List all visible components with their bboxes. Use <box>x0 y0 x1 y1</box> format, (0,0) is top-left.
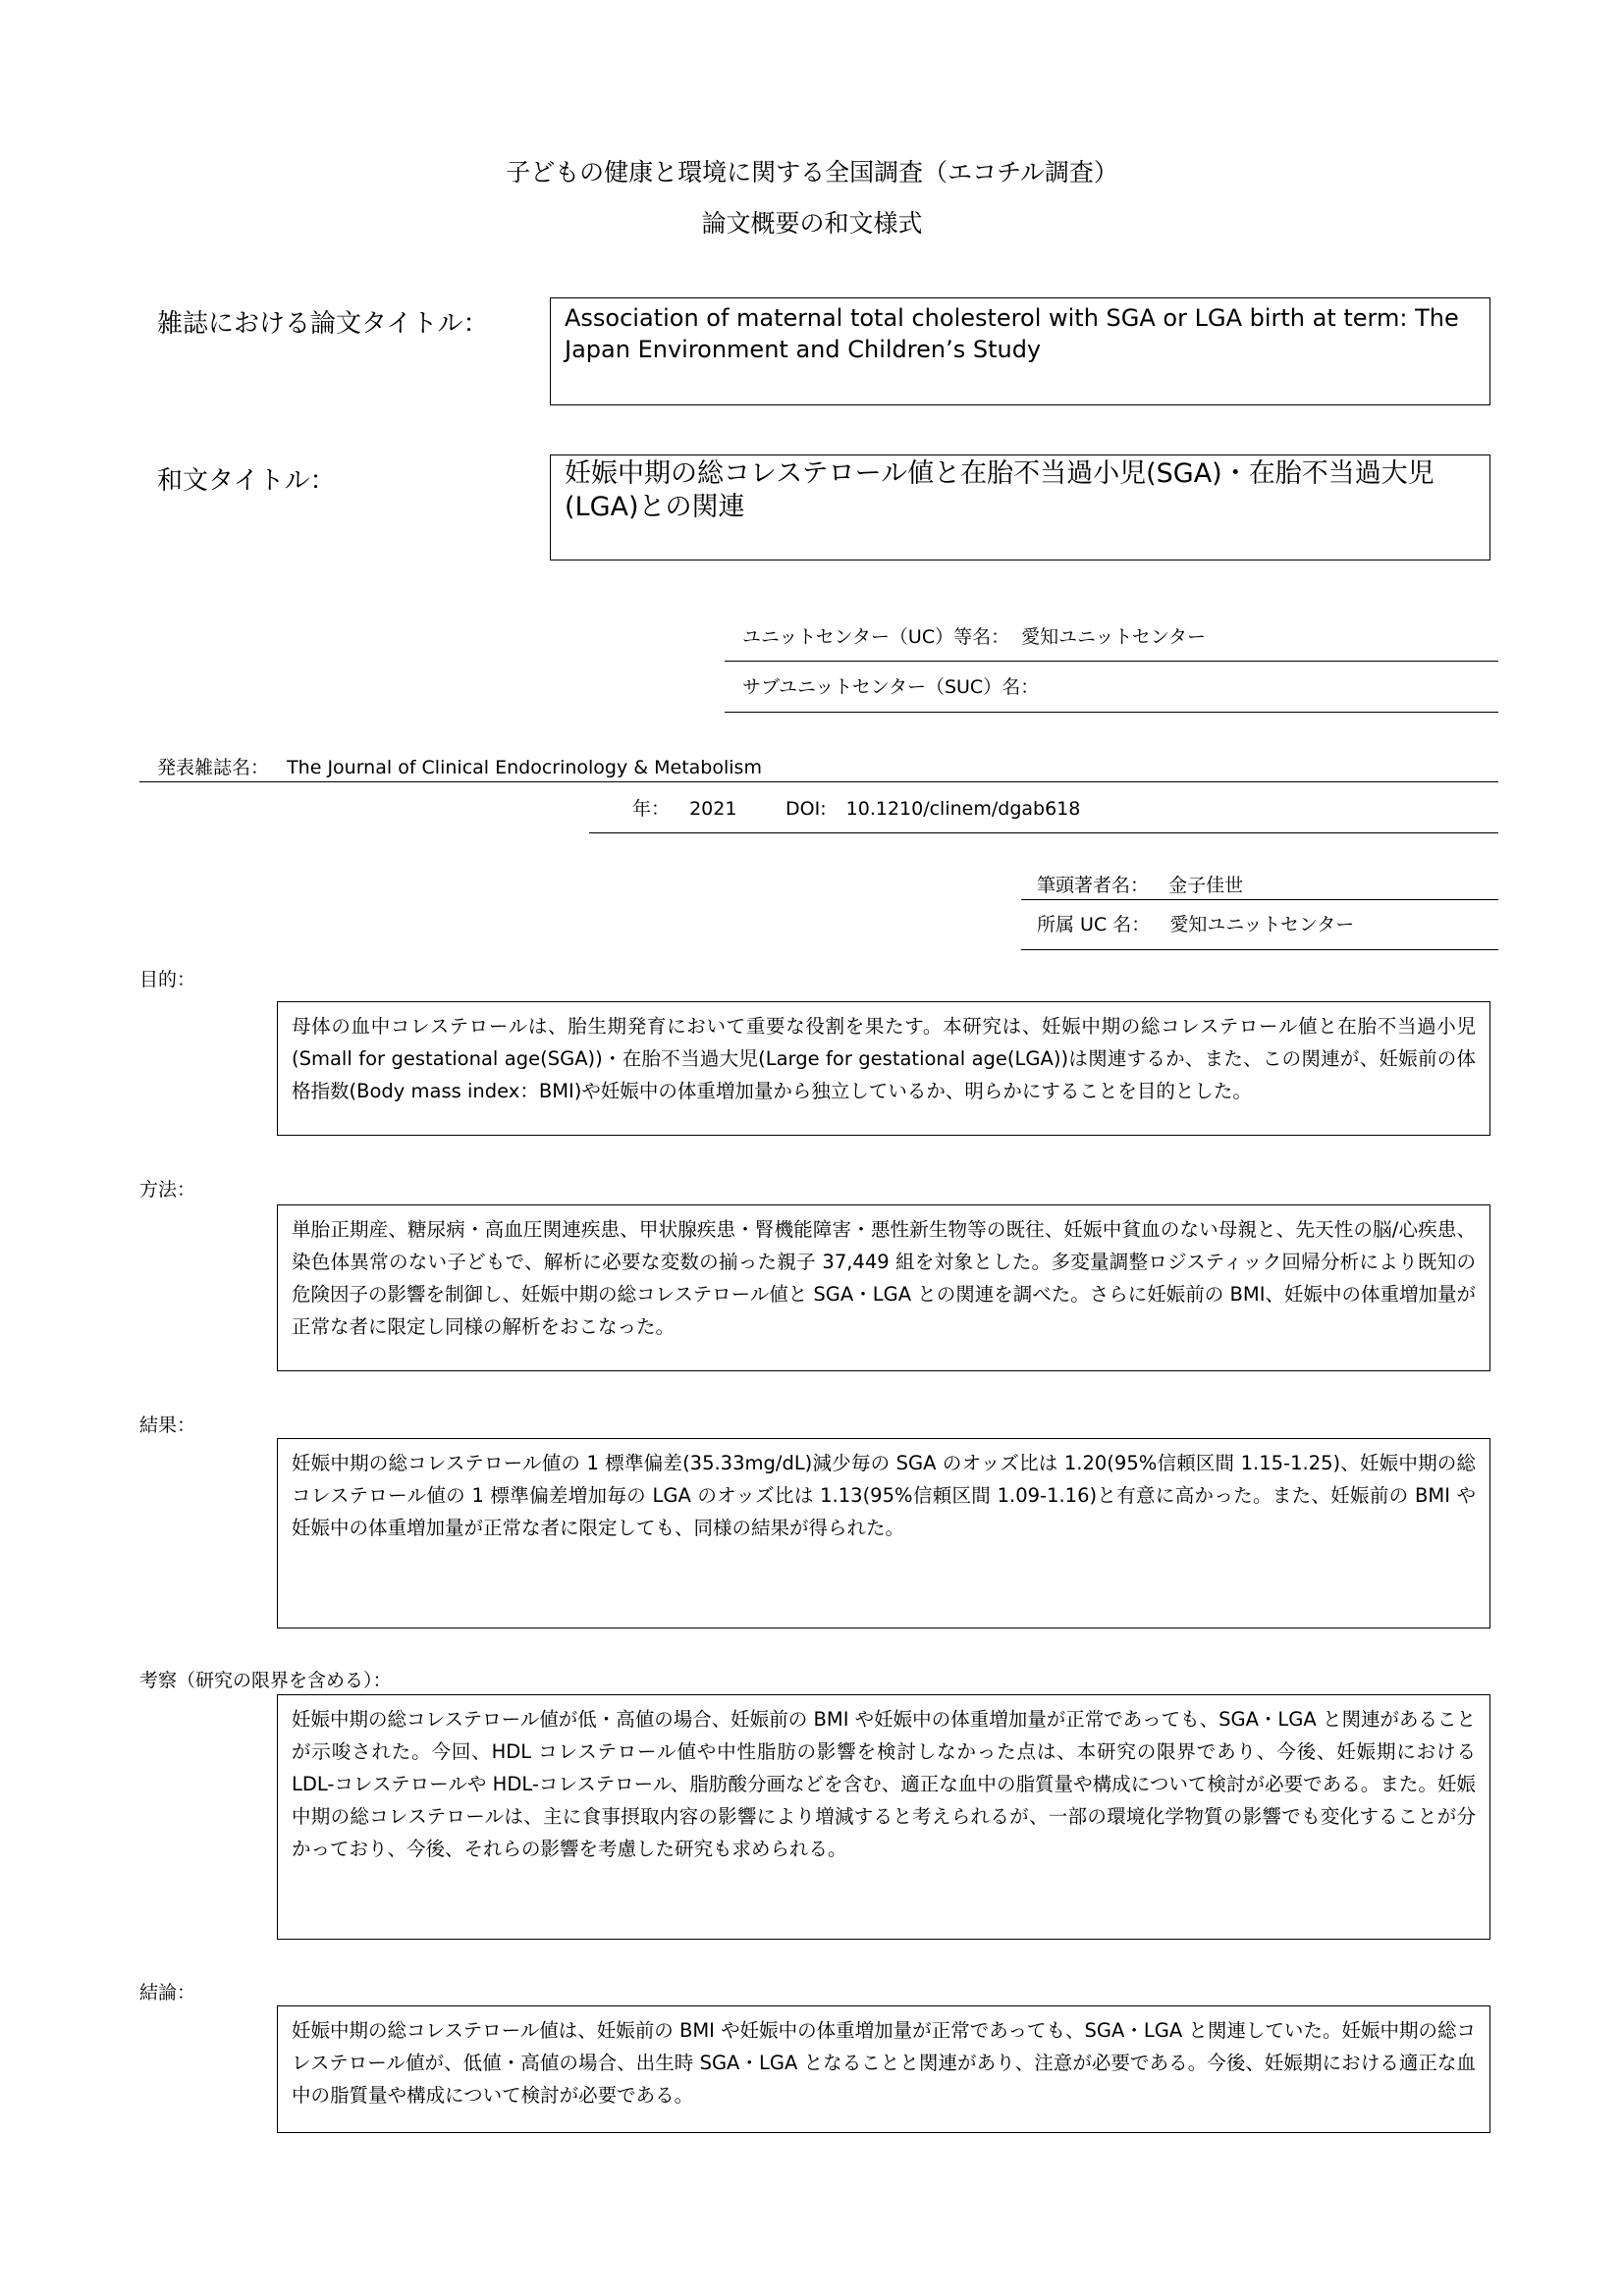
conclusion-label: 結論： <box>139 1982 196 2003</box>
first-author-value: 金子佳世 <box>1168 875 1244 896</box>
publication-journal-row <box>157 756 762 779</box>
discussion-label: 考察（研究の限界を含める）： <box>139 1670 392 1691</box>
journal-title-label: 雑誌における論文タイトル： <box>157 309 489 339</box>
first-author-label: 筆頭著者名： <box>1037 875 1150 896</box>
japanese-title-box <box>550 454 1490 561</box>
results-box <box>277 1438 1490 1629</box>
first-author-row <box>1037 874 1243 897</box>
unit-center-label: ユニットセンター（UC）等名： <box>742 626 1010 648</box>
sub-unit-center-label: サブユニットセンター（SUC）名： <box>742 676 1040 698</box>
divider <box>1021 949 1498 950</box>
purpose-label: 目的： <box>139 969 196 990</box>
publication-doi-label: DOI: <box>785 798 827 820</box>
publication-journal-value: The Journal of Clinical Endocrinology & Metabolism <box>287 757 762 778</box>
publication-doi-value: 10.1210/clinem/dgab618 <box>845 798 1081 820</box>
discussion-box <box>277 1694 1490 1940</box>
publication-year-row <box>632 797 736 821</box>
publication-journal-label: 発表雑誌名： <box>157 757 270 778</box>
divider <box>725 661 1498 662</box>
journal-title-box <box>550 297 1490 405</box>
results-label: 結果： <box>139 1415 196 1436</box>
japanese-title-value: 妊娠中期の総コレステロール値と在胎不当過小児(SGA)・在胎不当過大児(LGA)との関連 <box>565 458 1435 522</box>
publication-year-value: 2021 <box>689 798 737 820</box>
discussion-text: 妊娠中期の総コレステロール値が低・高値の場合、妊娠前の BMI や妊娠中の体重増加量が正常であっても、SGA・LGA と関連があることが示唆された。今回、HDL コレステロール値や中性脂肪の影響を検討しなかった点は、本研究の限界であり、今後、妊娠期における LDL-コレステロールや HDL-コレステロール、脂肪酸分画などを含む、適正な血中の脂質量や構成について検討が必要である。また。妊娠中期の総コレステロールは、主に食事摂取内容の影響により増減すると考えられるが、一部の環境化学物質の影響でも変化することが分かっており、今後、それらの影響を考慮した研究も求められる。 <box>292 1708 1476 1860</box>
divider <box>1021 899 1498 900</box>
journal-title-value: Association of maternal total cholesterol with SGA or LGA birth at term: The Japan Environment and Children’s Study <box>565 304 1459 363</box>
divider <box>589 832 1498 833</box>
affiliation-value: 愛知ユニットセンター <box>1169 914 1355 935</box>
methods-text: 単胎正期産、糖尿病・高血圧関連疾患、甲状腺疾患・腎機能障害・悪性新生物等の既往、妊娠中貧血のない母親と、先天性の脳/心疾患、染色体異常のない子どもで、解析に必要な変数の揃った親子 37,449 組を対象とした。多変量調整ロジスティック回帰分析により既知の危険因子の影響を制御し、妊娠中期の総コレステロール値と SGA・LGA との関連を調べた。さらに妊娠前の BMI、妊娠中の体重増加量が正常な者に限定し同様の解析をおこなった。 <box>292 1218 1476 1338</box>
purpose-box <box>277 1001 1490 1136</box>
page-subtitle: 論文概要の和文様式 <box>701 209 923 238</box>
methods-label: 方法： <box>139 1179 196 1201</box>
divider <box>725 712 1498 713</box>
purpose-text: 母体の血中コレステロールは、胎生期発育において重要な役割を果たす。本研究は、妊娠中期の総コレステロール値と在胎不当過小児(Small for gestational age(SGA))・在胎不当過大児(Large for gestational age(LGA))は関連するか、また、この関連が、妊娠前の体格指数(Body mass index：BMI)や妊娠中の体重増加量から独立しているか、明らかにすることを目的とした。 <box>292 1015 1476 1102</box>
unit-center-value: 愛知ユニットセンター <box>1021 626 1207 648</box>
publication-year-label: 年： <box>632 798 671 820</box>
unit-center-row <box>742 625 1206 649</box>
results-text: 妊娠中期の総コレステロール値の 1 標準偏差(35.33mg/dL)減少毎の SGA のオッズ比は 1.20(95%信頼区間 1.15-1.25)、妊娠中期の総コレステロール値の 1 標準偏差増加毎の LGA のオッズ比は 1.13(95%信頼区間 1.09-1.16)と有意に高かった。また、妊娠前の BMI や妊娠中の体重増加量が正常な者に限定しても、同様の結果が得られた。 <box>292 1452 1476 1539</box>
divider <box>139 781 1498 782</box>
affiliation-row <box>1037 913 1354 936</box>
japanese-title-label: 和文タイトル： <box>157 466 336 496</box>
conclusion-box <box>277 2005 1490 2133</box>
conclusion-text: 妊娠中期の総コレステロール値は、妊娠前の BMI や妊娠中の体重増加量が正常であっても、SGA・LGA と関連していた。妊娠中期の総コレステロール値が、低値・高値の場合、出生時 SGA・LGA となることと関連があり、注意が必要である。今後、妊娠期における適正な血中の脂質量や構成について検討が必要である。 <box>292 2019 1476 2107</box>
page-title: 子どもの健康と環境に関する全国調査（エコチル調査） <box>506 158 1118 187</box>
sub-unit-center-row <box>742 675 1045 699</box>
publication-doi-row <box>785 797 1080 821</box>
methods-box <box>277 1204 1490 1371</box>
affiliation-label: 所属 UC 名： <box>1037 914 1151 935</box>
